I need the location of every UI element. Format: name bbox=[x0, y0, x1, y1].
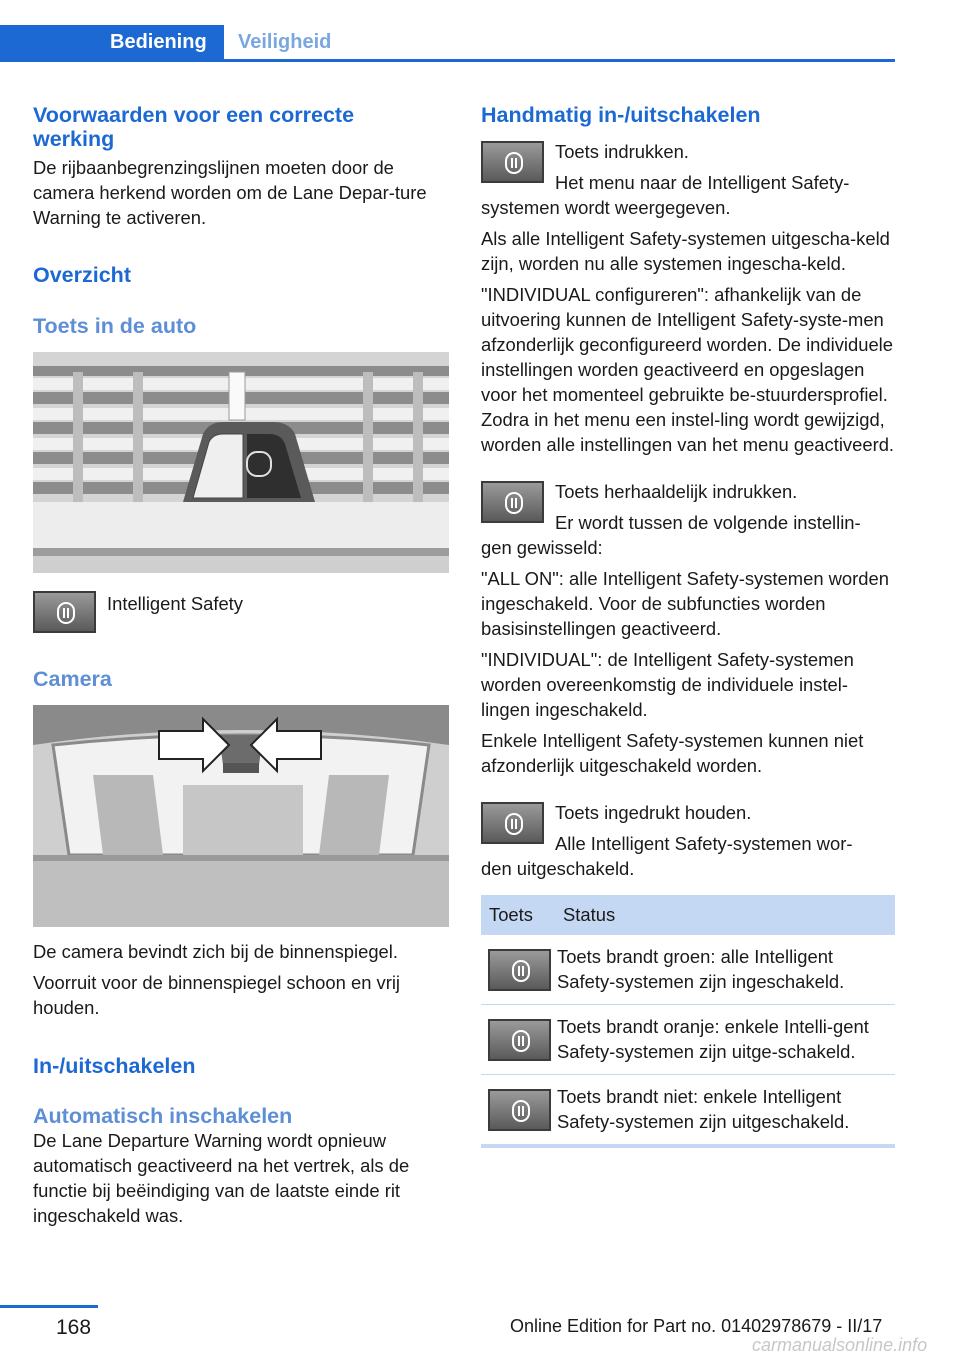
some-systems-text: Enkele Intelligent Safety-systemen kunnen niet afzonderlijk uitgeschakeld worden. bbox=[481, 730, 864, 776]
left-column bbox=[33, 103, 449, 1228]
intelligent-safety-button-icon bbox=[33, 591, 96, 633]
individual-configure-text: "INDIVIDUAL configureren": afhankelijk van de uitvoering kunnen de Intelligent Safety-syste‐men afzonderlijk geconfigureerd worden. De individuele instellingen worden geactiveerd en opgeslagen voor het momenteel gebruikte be‐stuurdersprofiel. Zodra in het menu een instel‐ling wordt gewijzigd, worden alle instellingen van het menu geactiveerd. bbox=[481, 284, 895, 455]
right-column bbox=[481, 103, 895, 1148]
heading-overzicht: Overzicht bbox=[33, 263, 131, 287]
individual-text: "INDIVIDUAL": de Intelligent Safety-systemen worden overeenkomstig de individuele instel‐lingen ingeschakeld. bbox=[481, 649, 854, 720]
button-icon-orange bbox=[488, 1019, 551, 1061]
step-ingedrukt-houden bbox=[481, 800, 895, 856]
intelligent-safety-legend bbox=[33, 591, 449, 641]
step3-rest: den uitgeschakeld. bbox=[481, 858, 635, 879]
intelligent-safety-button-icon bbox=[481, 802, 544, 844]
button-icon-off bbox=[488, 1089, 551, 1131]
heading-voorwaarden: Voorwaarden voor een correcte werking bbox=[33, 103, 355, 151]
heading-toets-in-de-auto: Toets in de auto bbox=[33, 314, 197, 338]
edition-text: Online Edition for Part no. 01402978679 - II/17 bbox=[510, 1316, 883, 1336]
watermark: carmanualsonline.info bbox=[752, 1335, 928, 1355]
table-header-toets: Toets bbox=[481, 895, 557, 935]
step1-line2: Het menu naar de Intelligent Safety- bbox=[555, 172, 850, 193]
button-icon-green bbox=[488, 949, 551, 991]
tab-bediening[interactable]: Bediening bbox=[0, 25, 224, 59]
step2-line2: Er wordt tussen de volgende instellin- bbox=[555, 512, 861, 533]
footer-rule bbox=[0, 1305, 98, 1308]
heading-in-uitschakelen: In-/uitschakelen bbox=[33, 1054, 196, 1078]
step1-line1: Toets indrukken. bbox=[555, 141, 689, 162]
intelligent-safety-label: Intelligent Safety bbox=[107, 593, 243, 614]
heading-automatisch-inschakelen: Automatisch inschakelen bbox=[33, 1104, 293, 1128]
table-row bbox=[481, 1005, 895, 1075]
step2-line1: Toets herhaaldelijk indrukken. bbox=[555, 481, 798, 502]
status-text-green: Toets brandt groen: alle Intelligent Safety-systemen zijn ingeschakeld. bbox=[557, 935, 895, 1005]
tab-veiligheid[interactable]: Veiligheid bbox=[238, 31, 332, 53]
heading-camera: Camera bbox=[33, 667, 112, 691]
all-on-text: "ALL ON": alle Intelligent Safety-systemen worden ingeschakeld. Voor de subfuncties worden basisinstellingen geactiveerd. bbox=[481, 568, 889, 639]
table-row bbox=[481, 1075, 895, 1147]
automatisch-text: De Lane Departure Warning wordt opnieuw automatisch geactiveerd na het vertrek, als de functie bij beëindiging van de laatste einde rit ingeschakeld was. bbox=[33, 1130, 410, 1226]
camera-clean-text: Voorruit voor de binnenspiegel schoon en vrij houden. bbox=[33, 972, 401, 1018]
step-herhaaldelijk bbox=[481, 479, 895, 535]
status-text-orange: Toets brandt oranje: enkele Intelli‐gent Safety-systemen zijn uitge‐schakeld. bbox=[557, 1005, 895, 1075]
step-toets-indrukken bbox=[481, 139, 895, 195]
step3-line2: Alle Intelligent Safety-systemen wor- bbox=[555, 833, 853, 854]
tab-bar bbox=[0, 25, 895, 62]
step1-rest: systemen wordt weergegeven. bbox=[481, 197, 731, 218]
camera-location-text: De camera bevindt zich bij de binnenspiegel. bbox=[33, 941, 398, 962]
table-row bbox=[481, 935, 895, 1005]
camera-photo bbox=[33, 705, 449, 927]
intelligent-safety-button-icon bbox=[481, 141, 544, 183]
status-text-off: Toets brandt niet: enkele Intelligent Safety-systemen zijn uitgeschakeld. bbox=[557, 1075, 895, 1147]
all-off-text: Als alle Intelligent Safety-systemen uitgescha‐keld zijn, worden nu alle systemen ingescha‐keld. bbox=[481, 228, 890, 274]
step2-rest: gen gewisseld: bbox=[481, 537, 603, 558]
step3-line1: Toets ingedrukt houden. bbox=[555, 802, 752, 823]
page-number: 168 bbox=[56, 1316, 92, 1339]
heading-handmatig: Handmatig in-/uitschakelen bbox=[481, 103, 761, 127]
table-header-status: Status bbox=[557, 895, 895, 935]
voorwaarden-text: De rijbaanbegrenzingslijnen moeten door de camera herkend worden om de Lane Depar‐ture Warning te activeren. bbox=[33, 157, 427, 228]
intelligent-safety-button-icon bbox=[481, 481, 544, 523]
car-button-photo bbox=[33, 352, 449, 573]
status-table bbox=[481, 895, 895, 1148]
